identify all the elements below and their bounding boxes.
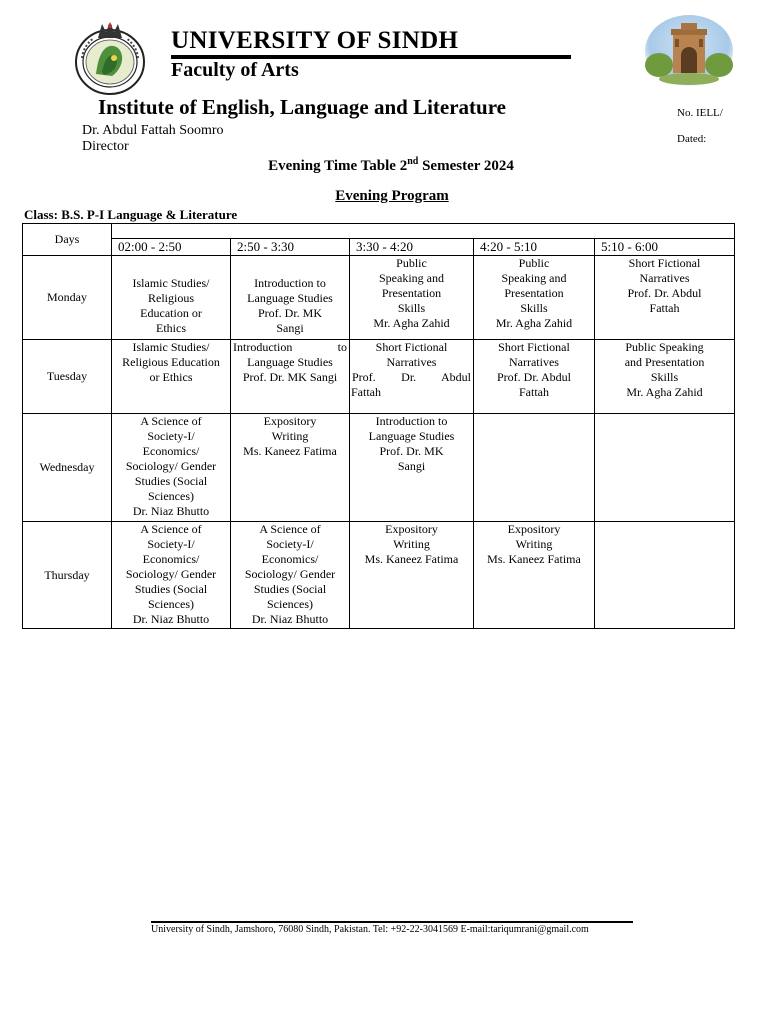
class-cell (231, 340, 350, 414)
cell-line: Studies (Social (253, 582, 327, 596)
class-cell (112, 414, 231, 522)
cell-line: Studies (Social (134, 474, 208, 488)
class-cell (231, 522, 350, 629)
cell-line: Language Studies (247, 355, 333, 369)
cell-line: Sciences) (148, 597, 194, 611)
cell-line: Public (518, 256, 550, 270)
cell-line: Society-I/ (266, 537, 314, 551)
cell-line: Introduction to (254, 276, 326, 290)
class-cell (350, 414, 474, 522)
cell-line: Skills (397, 301, 426, 315)
cell-line: Economics/ (261, 552, 319, 566)
cell-line: Skills (650, 370, 679, 384)
cell-line: Short Fictional (498, 340, 570, 354)
cell-line: Religious (147, 291, 194, 305)
header-blank-band (112, 224, 735, 239)
cell-line: Dr. Niaz Bhutto (251, 612, 329, 626)
cell-line: Sangi (276, 321, 304, 335)
timetable-title-main: Evening Time Table 2 (268, 158, 408, 174)
class-cell (474, 256, 595, 340)
cell-line: Studies (Social (134, 582, 208, 596)
class-cell (231, 256, 350, 340)
timetable-header-row (23, 224, 735, 239)
cell-line: Mr. Agha Zahid (626, 385, 703, 399)
day-label: Monday (23, 256, 112, 340)
cell-line: Sociology/ Gender (125, 459, 217, 473)
timetable (22, 223, 735, 629)
program-heading: Evening Program (335, 188, 449, 204)
cell-line: Speaking and (501, 271, 567, 285)
class-cell (350, 522, 474, 629)
cell-line: A Science of (140, 522, 202, 536)
timetable-title-rest: Semester 2024 (418, 158, 514, 174)
cell-line: Narratives (386, 355, 437, 369)
university-seal-icon (74, 18, 146, 96)
cell-line: Narratives (509, 355, 559, 369)
time-slot: 5:10 - 6:00 (595, 239, 735, 256)
cell-line: Fattah (519, 385, 549, 399)
cell-line: Ethics (156, 321, 186, 335)
cell-line: Short Fictional (375, 340, 448, 354)
cell-line: Writing (271, 429, 309, 443)
cell-line: Prof. Dr. Abdul (496, 370, 571, 384)
cell-line: Public Speaking (625, 340, 704, 354)
cell-line: Sciences) (267, 597, 313, 611)
time-slot: 3:30 - 4:20 (350, 239, 474, 256)
reference-number-label: No. IELL/ (677, 107, 723, 119)
cell-line: Education or (140, 306, 202, 320)
cell-line: Sciences) (148, 489, 194, 503)
cell-line: or Ethics (149, 370, 193, 384)
cell-line: Society-I/ (147, 429, 195, 443)
cell-line: Language Studies (368, 429, 455, 443)
cell-line: and Presentation (624, 355, 705, 369)
empty-cell (474, 414, 595, 522)
time-slot-row (23, 239, 735, 256)
day-label: Wednesday (23, 414, 112, 522)
cell-line: Prof. Dr. MK Sangi (242, 370, 338, 384)
cell-line: Public (396, 256, 427, 270)
cell-line: Fattah (351, 385, 381, 399)
cell-line: Expository (507, 522, 561, 536)
campus-gate-photo-icon (645, 15, 733, 87)
cell-line: Prof. Dr. Abdul (352, 370, 471, 384)
footer-rule (151, 921, 633, 923)
class-cell (474, 340, 595, 414)
cell-line: Expository (263, 414, 317, 428)
cell-line: Ms. Kaneez Fatima (243, 444, 337, 458)
class-line: Class: B.S. P-I Language & Literature (24, 207, 238, 222)
class-cell (595, 256, 735, 340)
director-name: Dr. Abdul Fattah Soomro (82, 123, 224, 138)
director-title: Director (82, 139, 129, 154)
cell-line: Dr. Niaz Bhutto (132, 504, 210, 518)
cell-line: Skills (520, 301, 548, 315)
cell-line: Prof. Dr. Abdul (627, 286, 702, 300)
class-cell (112, 522, 231, 629)
class-cell (474, 522, 595, 629)
cell-line: Expository (385, 522, 438, 536)
cell-line: Fattah (649, 301, 680, 315)
cell-line: Islamic Studies/ (132, 340, 210, 354)
cell-line: Writing (393, 537, 430, 551)
footer-address: University of Sindh, Jamshoro, 76080 Sindh, Pakistan. Tel: +92-22-3041569 E-mail:tariqumrani@gmail.com (151, 924, 589, 935)
cell-line: Prof. Dr. MK (257, 306, 322, 320)
empty-cell (595, 522, 735, 629)
time-slot: 2:50 - 3:30 (231, 239, 350, 256)
cell-line: Sociology/ Gender (244, 567, 336, 581)
cell-line: A Science of (259, 522, 321, 536)
institute-name: Institute of English, Language and Literature (98, 95, 506, 119)
cell-line: Speaking and (379, 271, 444, 285)
class-cell (595, 340, 735, 414)
cell-line: Writing (515, 537, 553, 551)
cell-line: Mr. Agha Zahid (373, 316, 450, 330)
cell-line: Ms. Kaneez Fatima (364, 552, 459, 566)
cell-line: Economics/ (142, 552, 200, 566)
cell-line: Economics/ (142, 444, 200, 458)
university-name: UNIVERSITY OF SINDH (171, 27, 459, 54)
cell-line: Society-I/ (147, 537, 195, 551)
cell-line: Language Studies (247, 291, 333, 305)
cell-line: Short Fictional (628, 256, 701, 270)
cell-line: A Science of (140, 414, 202, 428)
cell-line: Sociology/ Gender (125, 567, 217, 581)
cell-line: Sangi (397, 459, 426, 473)
class-cell (350, 256, 474, 340)
cell-line: Presentation (504, 286, 564, 300)
cell-line: Dr. Niaz Bhutto (132, 612, 210, 626)
cell-line: Narratives (639, 271, 690, 285)
cell-line: Prof. Dr. MK (379, 444, 444, 458)
cell-line: Religious Education (122, 355, 220, 369)
class-cell (112, 256, 231, 340)
empty-cell (595, 414, 735, 522)
time-slot: 4:20 - 5:10 (474, 239, 595, 256)
cell-line: Introduction to (233, 340, 347, 354)
cell-line: Ms. Kaneez Fatima (487, 552, 581, 566)
class-cell (350, 340, 474, 414)
cell-line: Mr. Agha Zahid (495, 316, 573, 330)
cell-line: Presentation (381, 286, 442, 300)
cell-line: Introduction to (375, 414, 448, 428)
class-cell (112, 340, 231, 414)
timetable-title-ordinal: nd (407, 156, 419, 167)
day-row-thursday (23, 522, 735, 629)
day-label: Tuesday (23, 340, 112, 414)
day-row-monday (23, 256, 735, 340)
time-slot: 02:00 - 2:50 (112, 239, 231, 256)
day-label: Thursday (23, 522, 112, 629)
day-row-tuesday (23, 340, 735, 414)
day-row-wednesday (23, 414, 735, 522)
dated-label: Dated: (677, 133, 707, 145)
cell-line: Islamic Studies/ (132, 276, 210, 290)
class-cell (231, 414, 350, 522)
timetable-title (0, 156, 768, 175)
faculty-name: Faculty of Arts (171, 59, 299, 81)
days-header: Days (23, 224, 112, 256)
